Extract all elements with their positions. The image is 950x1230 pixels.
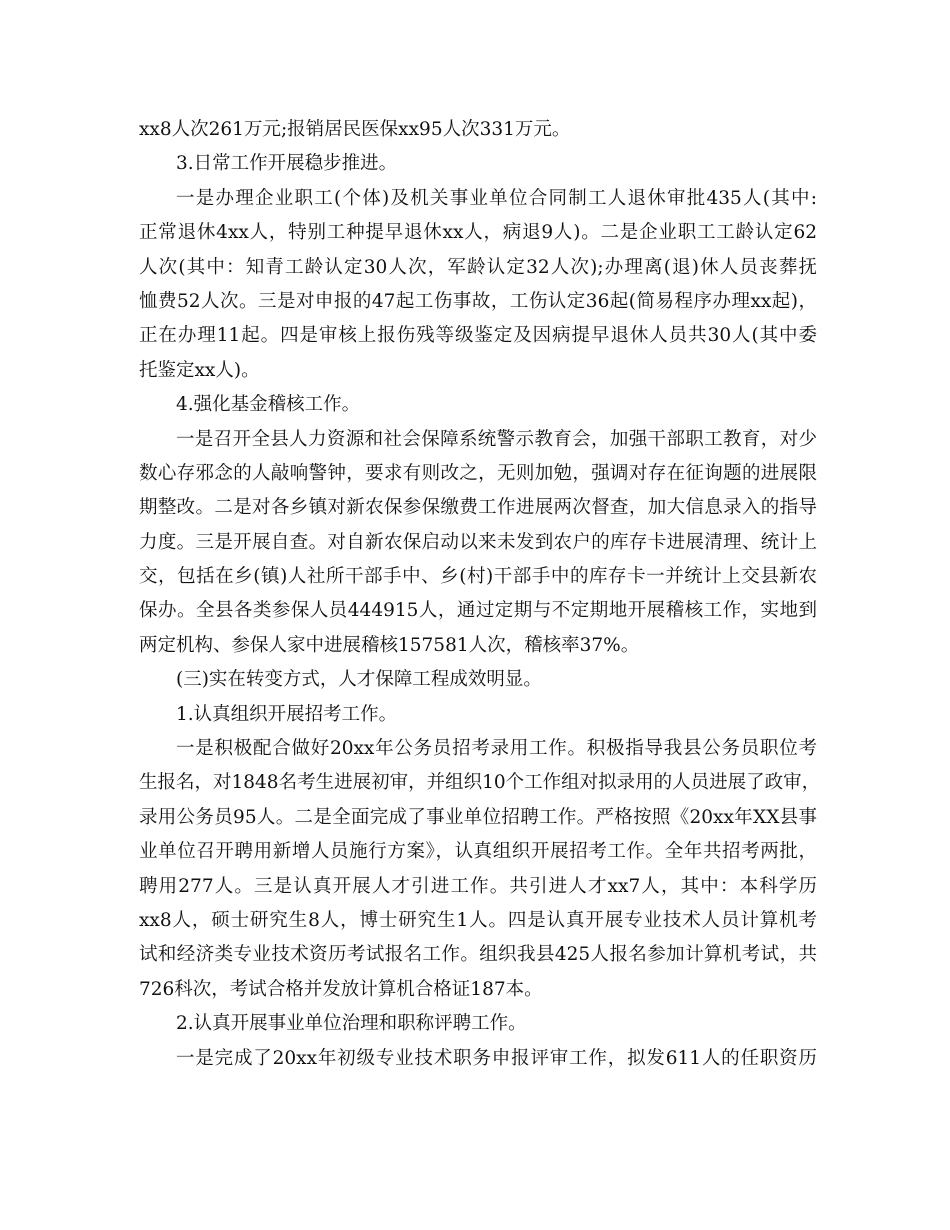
text-line: xx8人次261万元;报销居民医保xx95人次331万元。 bbox=[139, 119, 571, 140]
document-page bbox=[139, 113, 821, 1076]
text-line: 数心存邪念的人敲响警钟，要求有则改之，无则加勉，强调对存在征询题的进展限 bbox=[139, 462, 817, 484]
section-heading: 2.认真开展事业单位治理和职称评聘工作。 bbox=[176, 1013, 527, 1035]
text-line: 试和经济类专业技术资历考试报名工作。组织我县425人报名参加计算机考试，共 bbox=[139, 944, 817, 966]
text-line: 一是召开全县人力资源和社会保障系统警示教育会，加强干部职工教育，对少 bbox=[176, 428, 817, 450]
text-line: 一是办理企业职工(个体)及机关事业单位合同制工人退休审批435人(其中: bbox=[176, 187, 817, 209]
text-line: 录用公务员95人。二是全面完成了事业单位招聘工作。严格按照《20xx年XX县事 bbox=[139, 806, 817, 828]
text-line: 一是完成了20xx年初级专业技术职务申报评审工作，拟发611人的任职资历 bbox=[176, 1047, 817, 1069]
section-heading: 3.日常工作开展稳步推进。 bbox=[176, 153, 398, 175]
text-line: 726科次，考试合格并发放计算机合格证187本。 bbox=[139, 978, 543, 1000]
text-line: 一是积极配合做好20xx年公务员招考录用工作。积极指导我县公务员职位考 bbox=[176, 738, 817, 760]
text-line: 交，包括在乡(镇)人社所干部手中、乡(村)干部手中的库存卡一并统计上交县新农 bbox=[139, 566, 817, 588]
section-heading: 1.认真组织开展招考工作。 bbox=[176, 703, 398, 725]
text-line: 力度。三是开展自查。对自新农保启动以来未发到农户的库存卡进展清理、统计上 bbox=[139, 531, 817, 553]
text-line: 保办。全县各类参保人员444915人，通过定期与不定期地开展稽核工作，实地到 bbox=[139, 600, 817, 622]
text-line: xx8人，硕士研究生8人，博士研究生1人。四是认真开展专业技术人员计算机考 bbox=[139, 909, 817, 931]
text-line: 两定机构、参保人家中进展稽核157581人次，稽核率37%。 bbox=[139, 634, 640, 656]
text-line: 期整改。二是对各乡镇对新农保参保缴费工作进展两次督查，加大信息录入的指导 bbox=[139, 497, 817, 519]
section-heading: 4.强化基金稽核工作。 bbox=[176, 394, 361, 416]
text-line: 恤费52人次。三是对申报的47起工伤事故，工伤认定36起(简易程序办理xx起)， bbox=[139, 290, 817, 312]
text-line: 人次(其中：知青工龄认定30人次，军龄认定32人次);办理离(退)休人员丧葬抚 bbox=[139, 256, 817, 278]
text-line: 生报名，对1848名考生进展初审，并组织10个工作组对拟录用的人员进展了政审， bbox=[139, 772, 821, 794]
text-line: 正在办理11起。四是审核上报伤残等级鉴定及因病提早退休人员共30人(其中委 bbox=[139, 325, 817, 347]
text-line: 聘用277人。三是认真开展人才引进工作。共引进人才xx7人，其中：本科学历 bbox=[139, 875, 817, 897]
section-heading: (三)实在转变方式，人才保障工程成效明显。 bbox=[176, 669, 542, 691]
text-line: 正常退休4xx人，特别工种提早退休xx人，病退9人)。二是企业职工工龄认定62 bbox=[139, 222, 817, 244]
text-line: 业单位召开聘用新增人员施行方案》，认真组织开展招考工作。全年共招考两批， bbox=[139, 841, 817, 863]
text-line: 托鉴定xx人)。 bbox=[139, 359, 260, 381]
